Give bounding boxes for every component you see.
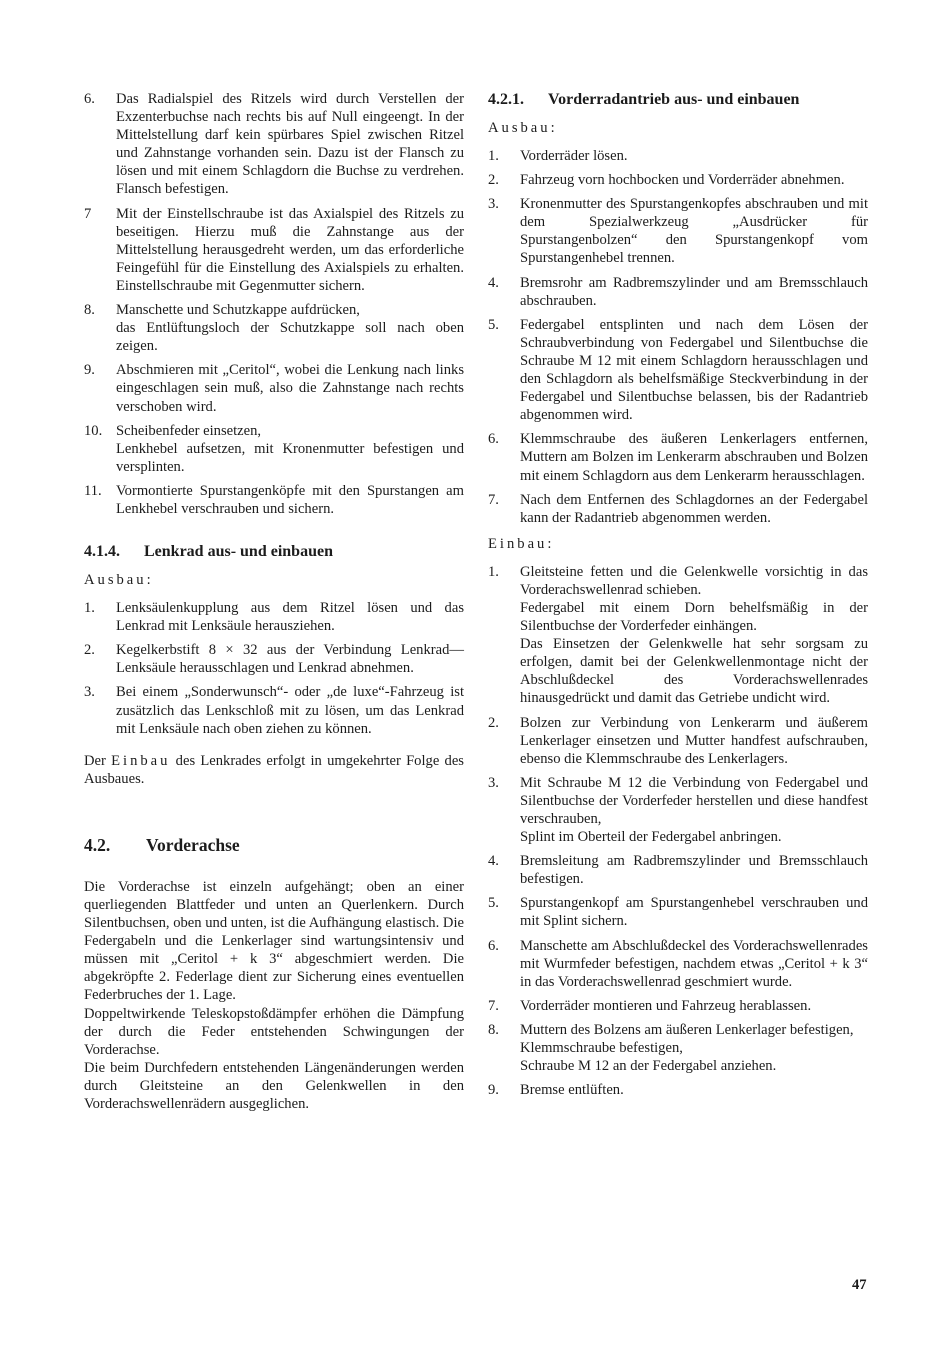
item-number: 4. [488, 274, 499, 291]
item-number: 3. [488, 774, 499, 791]
einbau-spaced-word: Einbau [111, 752, 171, 769]
list-item [84, 482, 464, 518]
item-text: Scheibenfeder einsetzen, Lenkhebel aufsetzen, mit Kronenmutter befestigen und versplinten. [116, 422, 464, 475]
list-item [84, 683, 464, 737]
item-number: 5. [488, 895, 499, 912]
list-item [84, 90, 464, 199]
list-item [488, 937, 868, 991]
item-number: 5. [488, 316, 499, 333]
list-item [84, 641, 464, 677]
heading-number: 4.1.4. [84, 543, 120, 561]
list-item [488, 274, 868, 310]
item-text: Vorderräder montieren und Fahrzeug herablassen. [520, 997, 812, 1014]
heading-title: Vorderachse [146, 834, 240, 855]
item-text: Muttern des Bolzens am äußeren Lenkerlager befestigen, Klemmschraube befestigen, Schraube M 12 an der Federgabel anziehen. [520, 1021, 854, 1075]
heading-number: 4.2. [84, 834, 111, 855]
item-number: 6. [84, 91, 95, 107]
section-heading-4-2-1 [488, 90, 868, 110]
item-text: Vorderräder lösen. [520, 148, 628, 164]
list-item [488, 1021, 868, 1075]
item-text: Mit Schraube M 12 die Verbindung von Federgabel und Silentbuchse der Vorderfeder herstellen und diese handfest verschrauben, Splint im Oberteil der Federgabel anbringen. [520, 774, 868, 846]
item-text: Manschette am Abschlußdeckel des Vorderachswellenrades mit Wurmfeder befestigen, nachdem etwas „Ceritol + k 3“ in das Vorderachswellenrad geschmiert wurde. [520, 937, 868, 990]
item-number: 1. [488, 563, 499, 580]
vorderachse-description: Die Vorderachse ist einzeln aufgehängt; oben an einer querliegenden Blattfeder und unten an Querlenkern. Durch Silentbuchsen, oben und unten, ist die Aufhängung elastisch. Die Federgabeln und die Lenkerlager sind wartungsintensiv und müssen mit „Ceritol + k 3“ abgeschmiert werden. Die abgekröpfte 2. Federlage dient zur Sicherung eines eventuellen Federbruches der 1. Lage. Doppeltwirkende Teleskopstoßdämpfer erhöhen die Dämpfung der durch die Feder entstehenden Schwingungen der Vorderachse. Die beim Durchfedern entstehenden Längenänderungen werden durch Gleitsteine an den Gelenkwellen in den Vorderachswellenrädern ausgeglichen. [84, 878, 464, 1113]
item-text: Bremse entlüften. [520, 1082, 624, 1099]
item-text: Nach dem Entfernen des Schlagdornes an der Federgabel kann der Radantrieb abgenommen werden. [520, 491, 868, 526]
list-item [488, 997, 868, 1015]
list-item [84, 422, 464, 476]
item-text: Mit der Einstellschraube ist das Axialspiel des Ritzels zu beseitigen. Hierzu muß die Zahnstange aus der Mittelstellung herausgedreht werden, um das erforderliche Feingefühl für die Einstellung des Axialspiels zu erhalten. Einstellschraube mit Gegenmutter sichern. [116, 205, 464, 294]
item-text: Das Radialspiel des Ritzels wird durch Verstellen der Exzenterbuchse nach rechts bis auf Null eingeengt. In der Mittelstellung darf kein spürbares Spiel zwischen Ritzel und Zahnstange vorhanden sein. Dazu ist der Flansch zu lösen und mit einem Schlagdorn die Buchse zu verdrehen. Flansch befestigen. [116, 91, 464, 198]
item-number: 3. [488, 196, 499, 213]
item-text: Bolzen zur Verbindung von Lenkerarm und äußerem Lenkerlager einsetzen und Mutter handfest aufschrauben, ebenso die Klemmschraube des Lenkerlagers. [520, 714, 868, 767]
item-text: Fahrzeug vorn hochbocken und Vorderräder abnehmen. [520, 172, 845, 189]
page-number: 47 [852, 1277, 867, 1293]
item-text: Vormontierte Spurstangenköpfe mit den Spurstangen am Lenkhebel verschrauben und sichern. [116, 482, 464, 517]
list-item [488, 852, 868, 888]
einbau-paragraph [84, 752, 464, 788]
item-text: Manschette und Schutzkappe aufdrücken, das Entlüftungsloch der Schutzkappe soll nach oben zeigen. [116, 302, 464, 355]
list-item [488, 563, 868, 708]
list-item [488, 774, 868, 846]
list-item [84, 205, 464, 295]
item-text: Lenksäulenkupplung aus dem Ritzel lösen und das Lenkrad mit Lenksäule herausziehen. [116, 600, 464, 635]
list-item [488, 147, 868, 165]
item-text: Bremsrohr am Radbremszylinder und am Bremsschlauch abschrauben. [520, 274, 868, 309]
item-number: 7. [488, 997, 499, 1014]
list-item [84, 301, 464, 355]
heading-title: Vorderradantrieb aus- und einbauen [548, 91, 800, 108]
section-heading-4-2 [84, 834, 464, 856]
ausbau-label: Ausbau: [488, 120, 558, 136]
item-number: 3. [84, 684, 95, 701]
item-number: 10. [84, 422, 103, 439]
list-item [488, 1081, 868, 1099]
section-heading-4-1-4 [84, 542, 464, 562]
item-number: 7 [84, 205, 92, 222]
heading-title: Lenkrad aus- und einbauen [144, 543, 333, 561]
ausbau-label: Ausbau: [84, 572, 154, 589]
list-item [84, 599, 464, 635]
heading-number: 4.2.1. [488, 91, 524, 108]
item-number: 1. [488, 148, 499, 164]
right-column [488, 90, 868, 1105]
einbau-post: des Lenkrades erfolgt in umgekehrter Folge des Ausbaues. [84, 752, 464, 787]
item-text: Spurstangenkopf am Spurstangenhebel verschrauben und mit Splint sichern. [520, 895, 868, 930]
item-number: 11. [84, 482, 102, 499]
list-item [488, 491, 868, 527]
item-number: 8. [84, 302, 95, 319]
item-number: 2. [84, 642, 95, 659]
item-text: Federgabel entsplinten und nach dem Lösen der Schraubverbindung von Federgabel und Silentbuchse die Schraube M 12 mit einem Schlagdorn herausschlagen und den Schlagdorn als behelfsmäßige Steckverbindung in der Federgabel und Silentbuchse belassen, bis der Radantrieb abgenommen wird. [520, 316, 868, 424]
item-text: Kronenmutter des Spurstangenkopfes abschrauben und mit dem Spezialwerkzeug „Ausdrücker für Spurstangenbolzen“ den Spurstangenkopf vom Spurstangenhebel trennen. [520, 196, 868, 267]
item-number: 9. [488, 1082, 499, 1099]
item-text: Bremsleitung am Radbremszylinder und Bremsschlauch befestigen. [520, 853, 868, 888]
list-item [488, 316, 868, 425]
item-number: 6. [488, 431, 499, 448]
item-text: Gleitsteine fetten und die Gelenkwelle vorsichtig in das Vorderachswellenrad schieben. Federgabel mit einem Dorn behelfsmäßig in der Silentbuchse der Vorderfeder einhängen. Das Einsetzen der Gelenkwelle hat sehr sorgsam zu erfolgen, damit bei der Gelenkwellenmontage nicht der Abschlußdeckel des Vorderachswellenrades hinausgedrückt und damit das Getriebe undicht wird. [520, 563, 868, 707]
item-number: 7. [488, 491, 499, 508]
item-number: 8. [488, 1021, 499, 1038]
list-item [84, 361, 464, 415]
item-text: Bei einem „Sonderwunsch“- oder „de luxe“-Fahrzeug ist zusätzlich das Lenkschloß mit zu lösen, um das Lenkrad mit Lenksäule nach oben ziehen zu können. [116, 684, 464, 737]
list-item [488, 430, 868, 484]
einbau-label: Einbau: [488, 535, 555, 552]
list-item [488, 894, 868, 930]
item-number: 9. [84, 362, 95, 379]
item-text: Klemmschraube des äußeren Lenkerlagers entfernen, Muttern am Bolzen im Lenkerarm abschrauben und Bolzen mit einem Schlagdorn aus dem Lenkerarm herausschlagen. [520, 431, 868, 484]
item-number: 2. [488, 714, 499, 731]
item-number: 4. [488, 853, 499, 870]
item-number: 2. [488, 172, 499, 189]
item-number: 1. [84, 600, 95, 617]
list-item [488, 714, 868, 768]
item-text: Kegelkerbstift 8 × 32 aus der Verbindung Lenkrad—Lenksäule herausschlagen und Lenkrad abnehmen. [116, 642, 464, 677]
list-item [488, 195, 868, 267]
einbau-pre: Der [84, 752, 112, 769]
item-number: 6. [488, 937, 499, 954]
left-column [84, 90, 464, 1113]
item-text: Abschmieren mit „Ceritol“, wobei die Lenkung nach links eingeschlagen sein muß, also die Zahnstange nach rechts verschoben wird. [116, 362, 464, 415]
list-item [488, 171, 868, 189]
